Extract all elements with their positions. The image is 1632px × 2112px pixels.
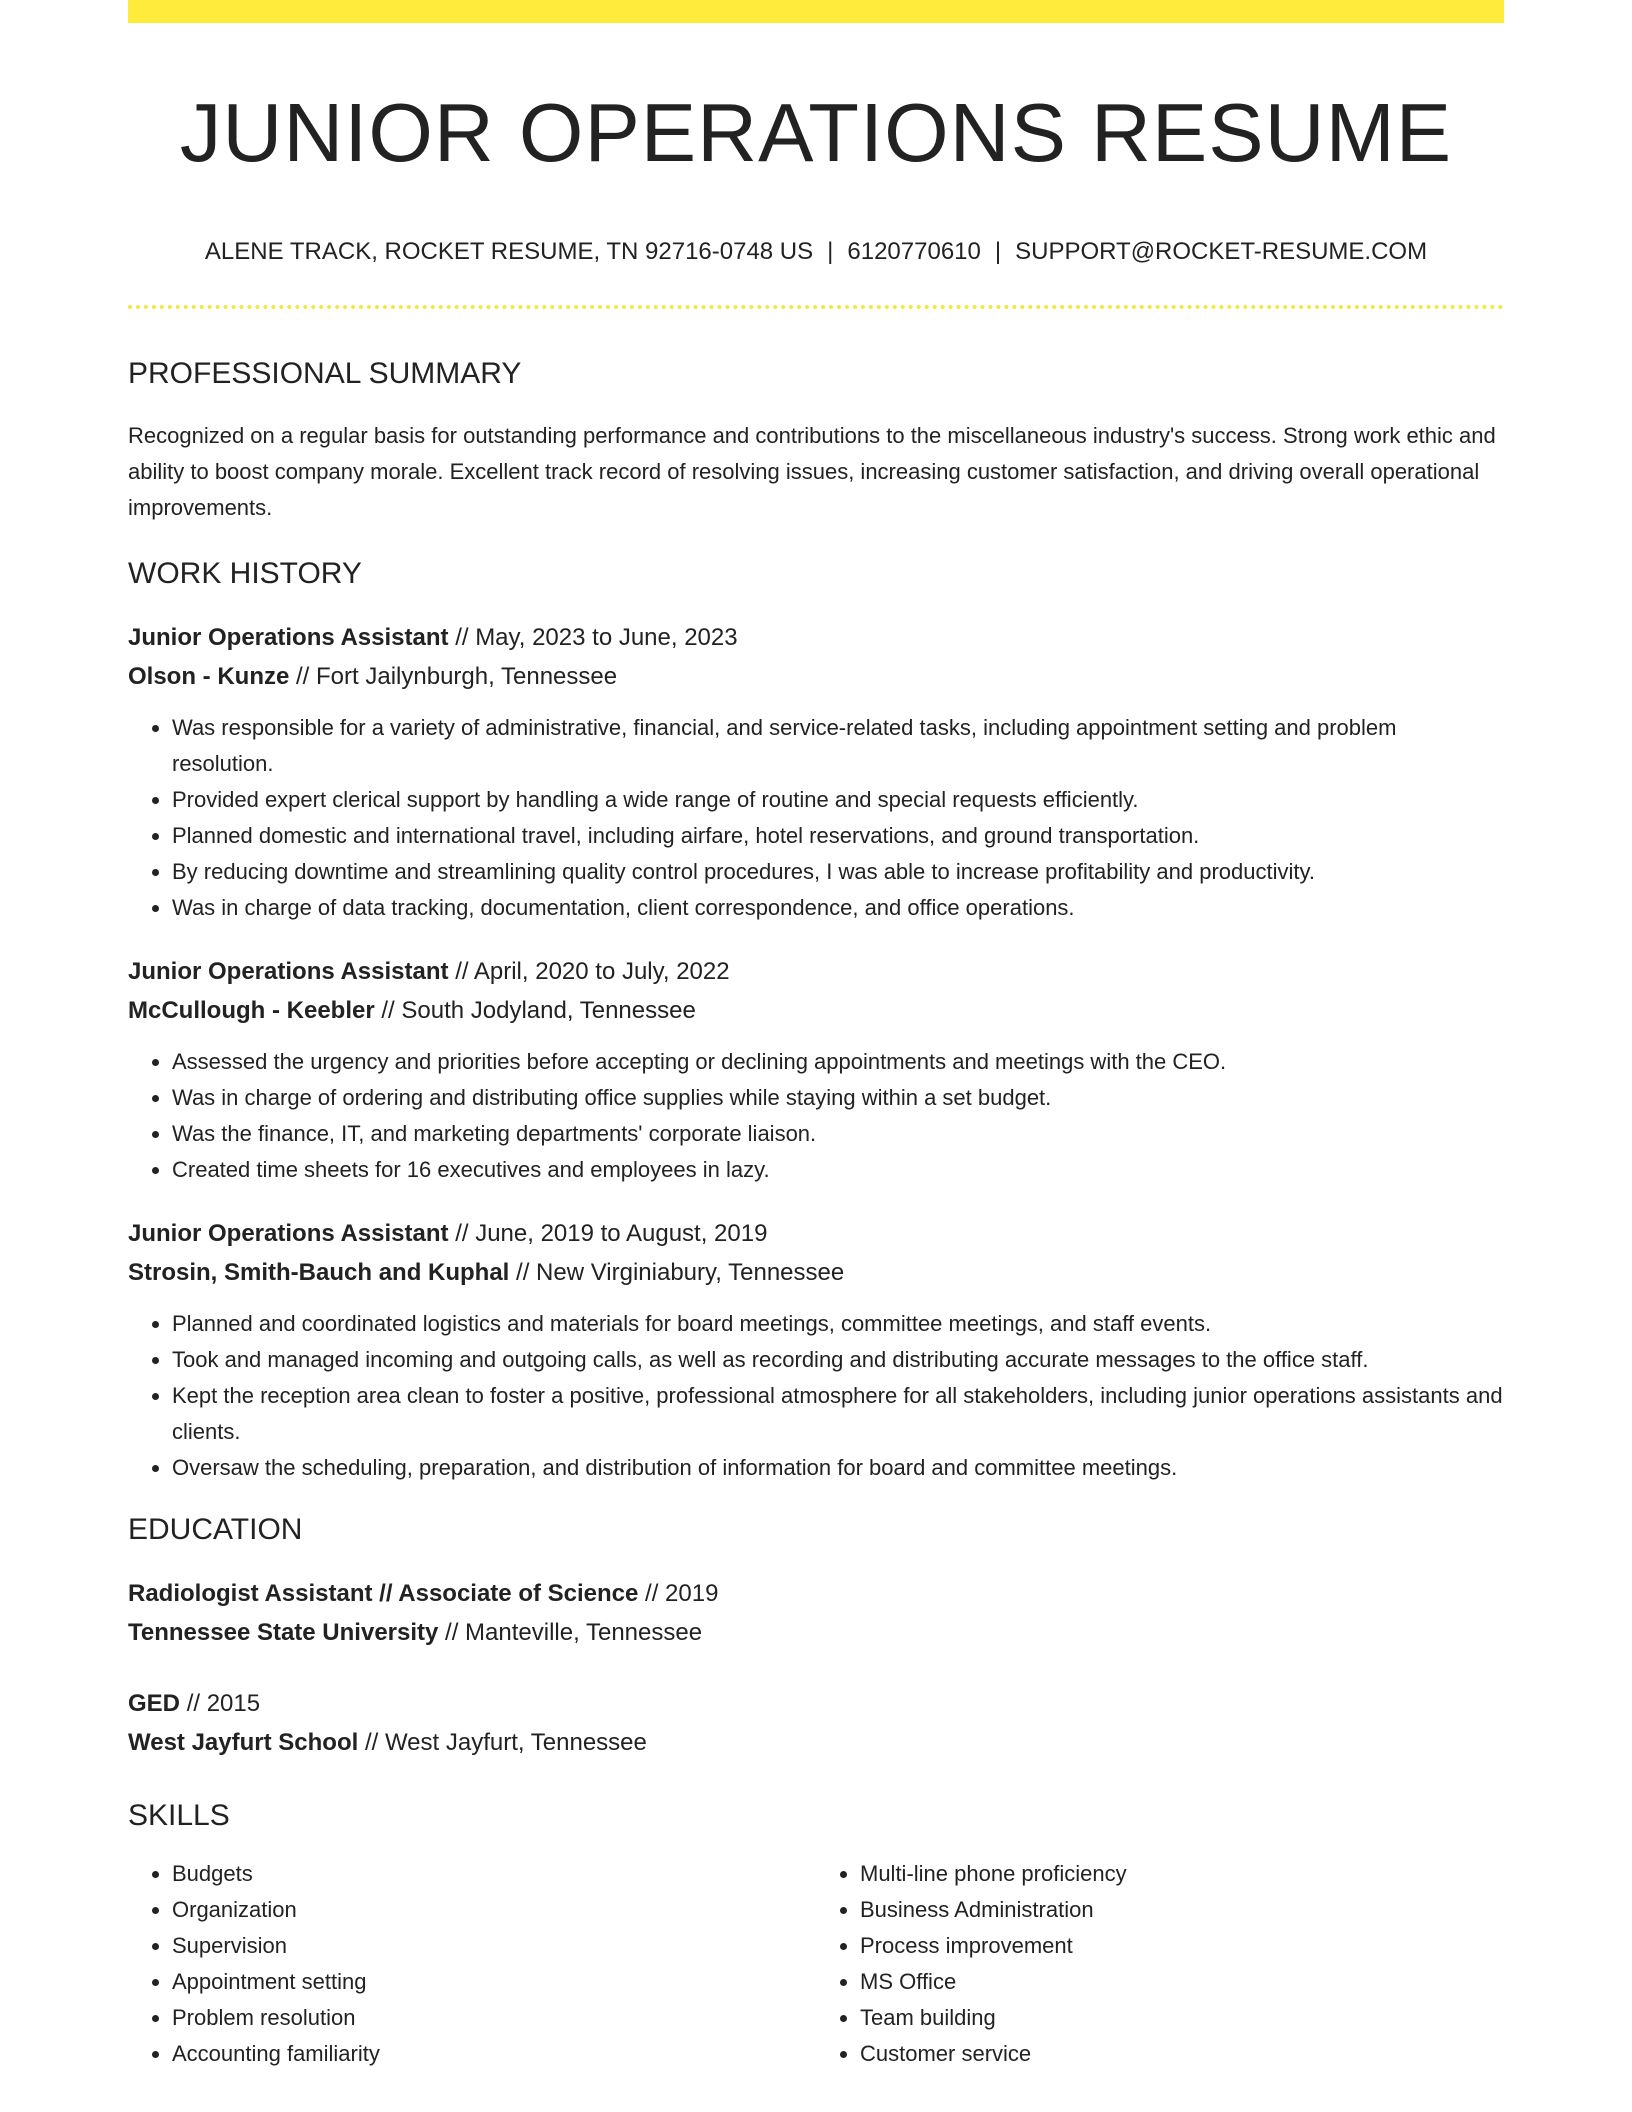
contact-address: ALENE TRACK, ROCKET RESUME, TN 92716-0748 US <box>204 238 814 266</box>
education-heading: EDUCATION <box>128 1513 303 1547</box>
job-bullet: • Was in charge of data tracking, documentation, client correspondence, and office operations. <box>172 890 1504 926</box>
education-school-line <box>128 1723 1504 1762</box>
education-degree: GED <box>128 1690 181 1718</box>
contact-separator: | <box>827 238 834 266</box>
skills-list <box>128 1856 1504 2072</box>
summary-heading: PROFESSIONAL SUMMARY <box>128 357 522 391</box>
job-company: McCullough - Keebler <box>128 997 375 1025</box>
job-company: Strosin, Smith-Bauch and Kuphal <box>128 1259 510 1287</box>
summary-text: Recognized on a regular basis for outstanding performance and contributions to the miscellaneous industry's success. Strong work ethic and ability to boost company morale. Excellent track record of resolving issues, increasing customer satisfaction, and driving overall operational improvements. <box>128 423 1496 521</box>
skills-heading: SKILLS <box>128 1799 230 1833</box>
resume-page <box>128 0 1504 2072</box>
job-location: // South Jodyland, Tennessee <box>381 997 696 1025</box>
job-bullet: • Provided expert clerical support by handling a wide range of routine and special requests efficiently. <box>172 782 1504 818</box>
contact-phone: 6120770610 <box>847 238 981 266</box>
job-company: Olson - Kunze <box>128 663 290 691</box>
skill-item: • Customer service <box>860 2036 1504 2072</box>
job-bullet: • Oversaw the scheduling, preparation, and distribution of information for board and committee meetings. <box>172 1450 1504 1486</box>
job-dates: // April, 2020 to July, 2022 <box>455 958 730 986</box>
education-school-line <box>128 1613 1504 1652</box>
contact-line <box>128 238 1504 267</box>
education-location: // Manteville, Tennessee <box>445 1619 703 1647</box>
job-company-line <box>128 991 1504 1030</box>
skill-item: • MS Office <box>860 1964 1504 2000</box>
job-bullet: • Planned and coordinated logistics and materials for board meetings, committee meetings, and staff events. <box>172 1306 1504 1342</box>
dotted-divider <box>128 305 1504 309</box>
job-location: // Fort Jailynburgh, Tennessee <box>296 663 618 691</box>
skill-item: • Appointment setting <box>172 1964 816 2000</box>
education-degree-line <box>128 1574 1504 1613</box>
job-company-line <box>128 1253 1504 1292</box>
skills-column-right <box>816 1856 1504 2072</box>
contact-email: SUPPORT@ROCKET-RESUME.COM <box>1015 238 1428 266</box>
skill-item: • Accounting familiarity <box>172 2036 816 2072</box>
job-title-line <box>128 952 1504 991</box>
job-dates: // June, 2019 to August, 2019 <box>455 1220 768 1248</box>
job-location: // New Virginiabury, Tennessee <box>516 1259 845 1287</box>
job-bullet: • Assessed the urgency and priorities before accepting or declining appointments and meetings with the CEO. <box>172 1044 1504 1080</box>
education-entry <box>128 1684 1504 1762</box>
job-bullets <box>128 1306 1504 1486</box>
job-title: Junior Operations Assistant <box>128 1220 449 1248</box>
education-school: Tennessee State University <box>128 1619 439 1647</box>
skill-item: • Business Administration <box>860 1892 1504 1928</box>
job-company-line <box>128 657 1504 696</box>
job-title: Junior Operations Assistant <box>128 958 449 986</box>
job-bullet: • Kept the reception area clean to foster a positive, professional atmosphere for all stakeholders, including junior operations assistants and clients. <box>172 1378 1504 1450</box>
education-degree-line <box>128 1684 1504 1723</box>
skill-item: • Team building <box>860 2000 1504 2036</box>
skill-item: • Problem resolution <box>172 2000 816 2036</box>
education-year: // 2019 <box>645 1580 719 1608</box>
job-entry <box>128 952 1504 1188</box>
skill-item: • Multi-line phone proficiency <box>860 1856 1504 1892</box>
resume-title: JUNIOR OPERATIONS RESUME <box>179 86 1453 179</box>
job-title: Junior Operations Assistant <box>128 624 449 652</box>
job-bullets <box>128 710 1504 926</box>
skill-item: • Supervision <box>172 1928 816 1964</box>
job-entry <box>128 618 1504 926</box>
job-bullet: • Took and managed incoming and outgoing calls, as well as recording and distributing accurate messages to the office staff. <box>172 1342 1504 1378</box>
job-bullet: • Created time sheets for 16 executives and employees in lazy. <box>172 1152 1504 1188</box>
work-history-heading: WORK HISTORY <box>128 557 362 591</box>
job-bullet: • By reducing downtime and streamlining quality control procedures, I was able to increase profitability and productivity. <box>172 854 1504 890</box>
contact-separator: | <box>994 238 1002 266</box>
education-school: West Jayfurt School <box>128 1729 359 1757</box>
job-title-line <box>128 1214 1504 1253</box>
skill-item: • Budgets <box>172 1856 816 1892</box>
education-year: // 2015 <box>186 1690 261 1718</box>
job-bullet: • Was the finance, IT, and marketing departments' corporate liaison. <box>172 1116 1504 1152</box>
education-degree: Radiologist Assistant // Associate of Science <box>128 1580 639 1608</box>
skills-column-left <box>128 1856 816 2072</box>
skill-item: • Process improvement <box>860 1928 1504 1964</box>
job-title-line <box>128 618 1504 657</box>
education-entry <box>128 1574 1504 1652</box>
job-bullet: • Planned domestic and international travel, including airfare, hotel reservations, and ground transportation. <box>172 818 1504 854</box>
job-dates: // May, 2023 to June, 2023 <box>455 624 738 652</box>
accent-top-bar <box>128 0 1504 23</box>
job-bullets <box>128 1044 1504 1188</box>
education-location: // West Jayfurt, Tennessee <box>364 1729 647 1757</box>
skill-item: • Organization <box>172 1892 816 1928</box>
job-entry <box>128 1214 1504 1486</box>
job-bullet: • Was in charge of ordering and distributing office supplies while staying within a set budget. <box>172 1080 1504 1116</box>
job-bullet: • Was responsible for a variety of administrative, financial, and service-related tasks, including appointment setting and problem resolution. <box>172 710 1504 782</box>
